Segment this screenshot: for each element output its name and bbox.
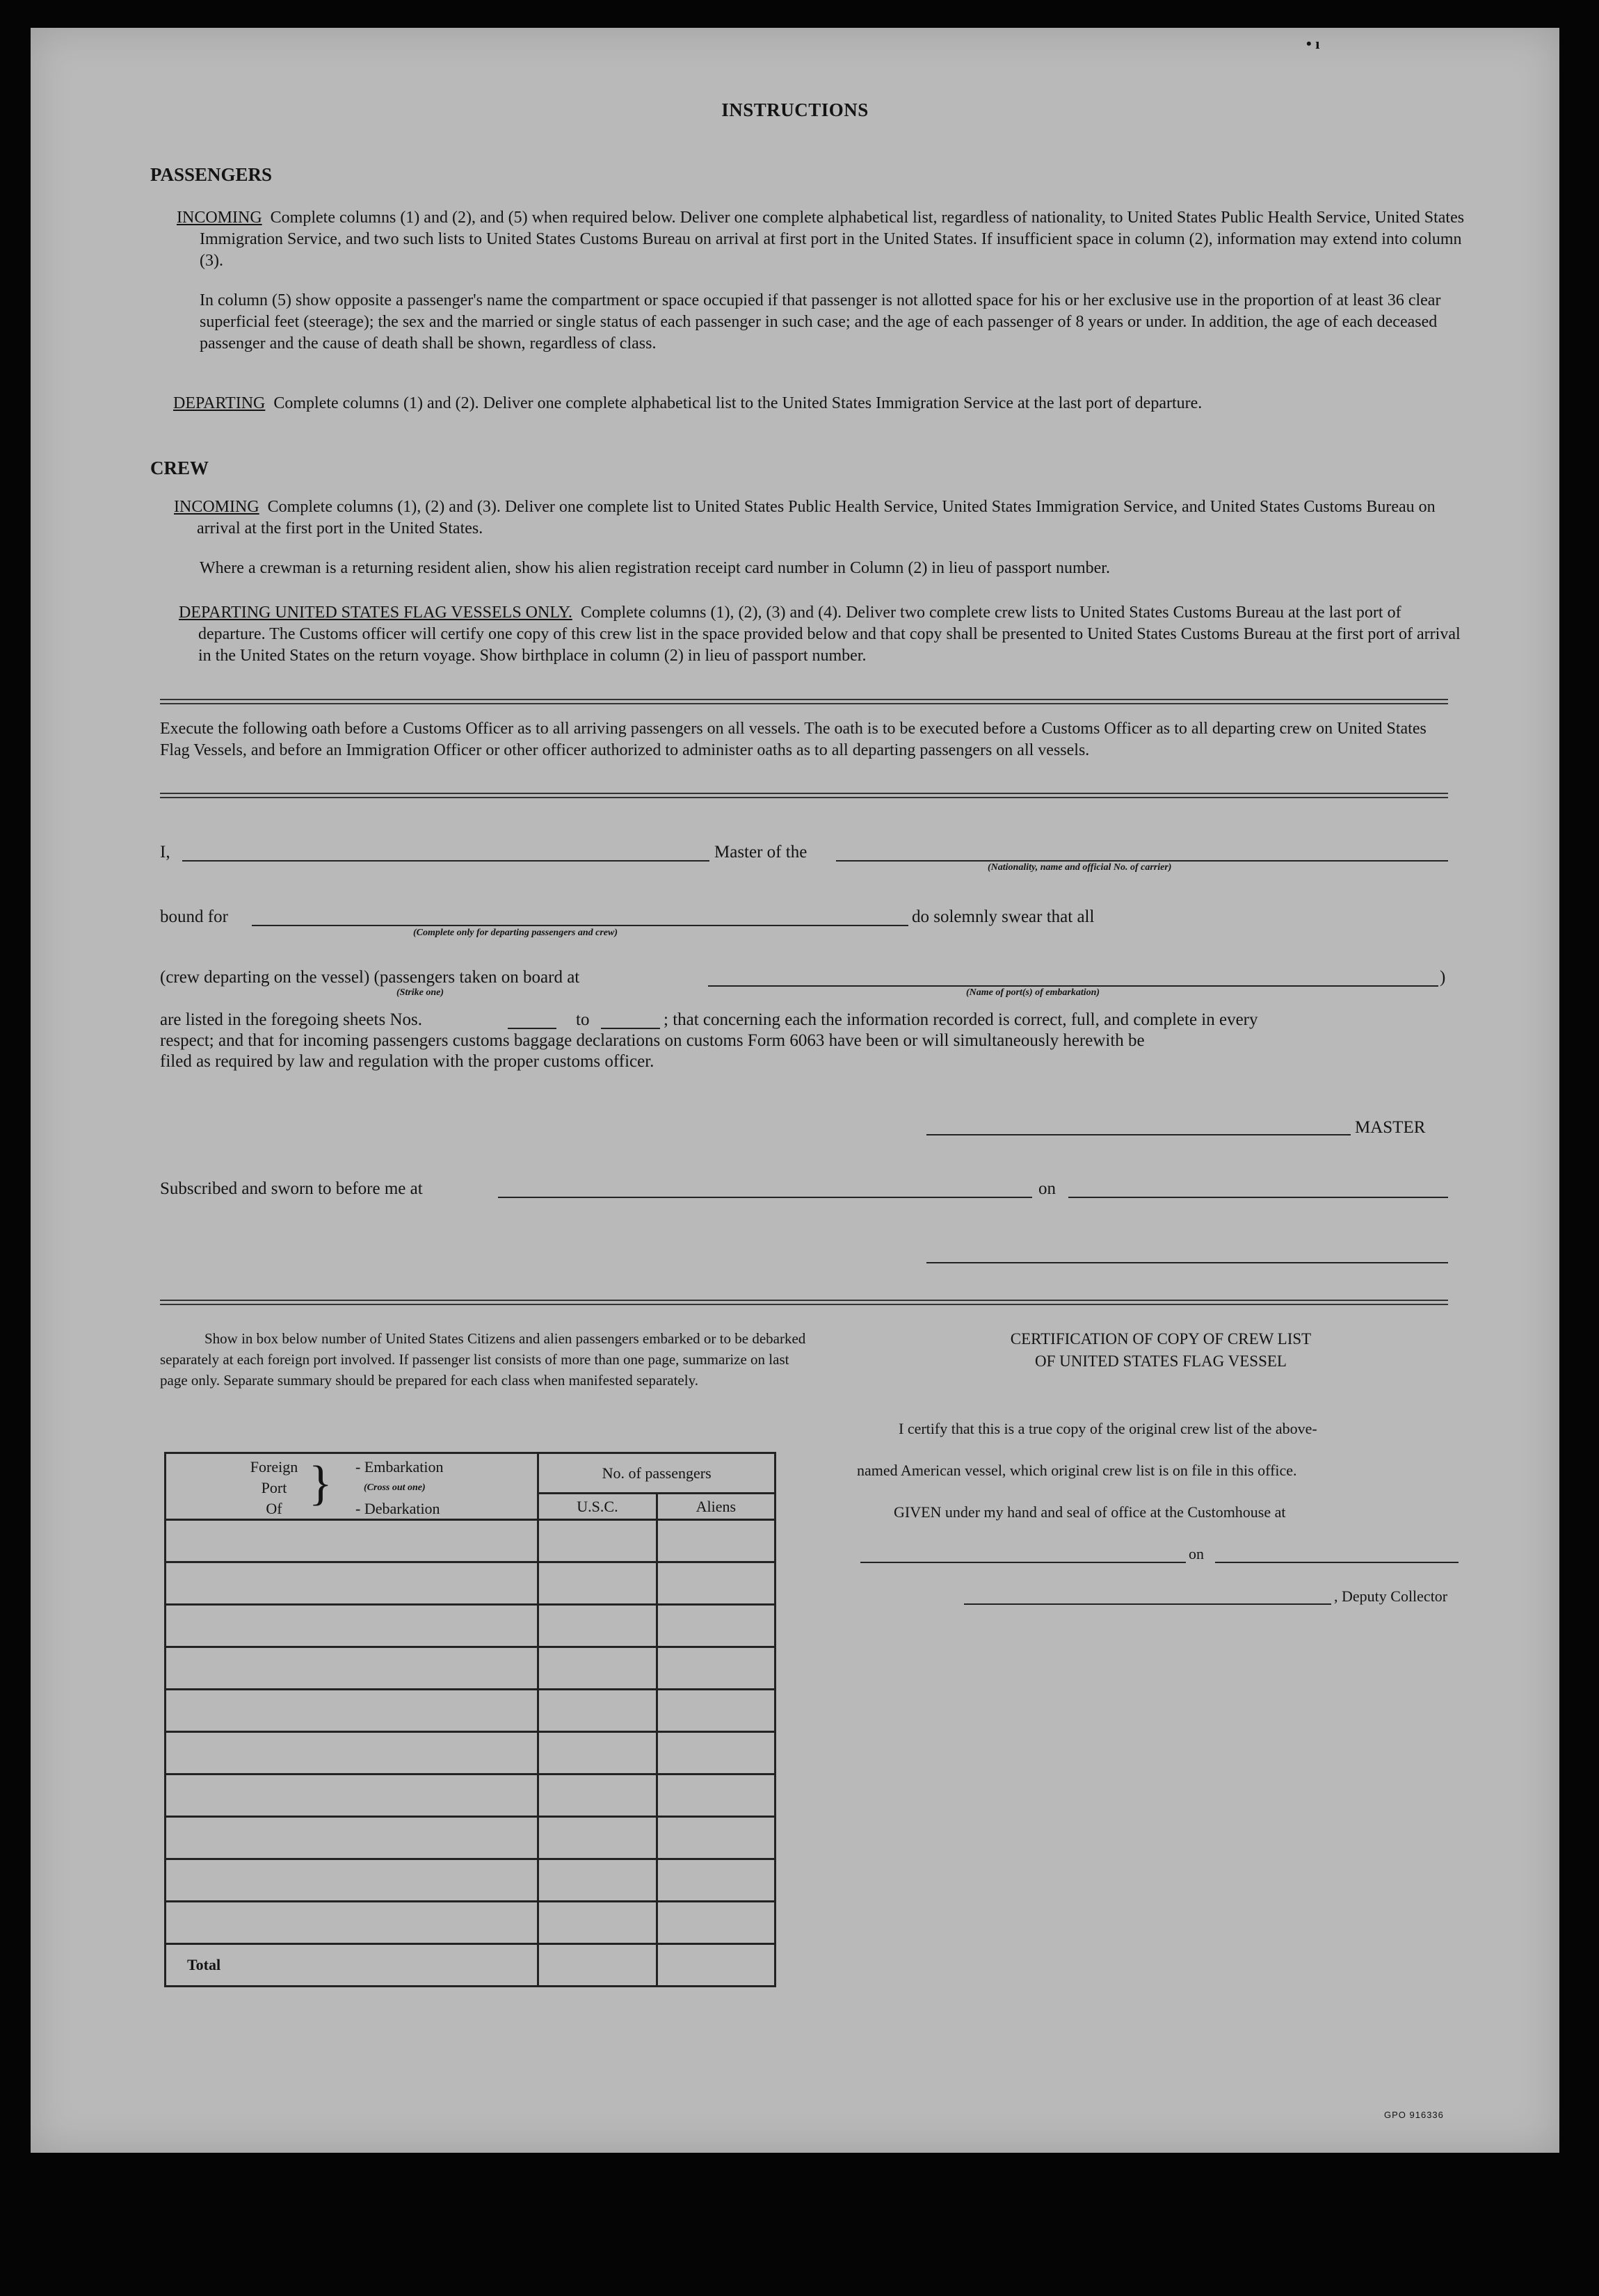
- usc-cell[interactable]: [538, 1817, 657, 1859]
- crew-resident-paragraph: Where a crewman is a returning resident alien, show his alien registration receipt card number in Column (2) in lieu of passport number.: [200, 559, 1110, 577]
- aliens-cell[interactable]: [657, 1647, 775, 1690]
- aliens-cell[interactable]: [657, 1690, 775, 1732]
- summary-instructions: Show in box below number of United States Citizens and alien passengers embarked or to be debarked separately at each foreign port involved. If passenger list consists of more than one page, summarize on last page only. Separate summary should be prepared for each class when manifested separately.: [160, 1330, 806, 1389]
- usc-cell[interactable]: [538, 1902, 657, 1944]
- sheet-to-field[interactable]: [601, 1028, 660, 1029]
- listed-text-to: to: [576, 1010, 590, 1029]
- usc-header: U.S.C.: [538, 1494, 657, 1520]
- complete-only-caption: (Complete only for departing passengers and crew): [413, 928, 618, 938]
- table-row: [166, 1859, 776, 1902]
- total-label: Total: [166, 1944, 538, 1987]
- deputy-collector-label: , Deputy Collector: [1334, 1587, 1448, 1605]
- passengers-departing-text: Complete columns (1) and (2). Deliver one complete alphabetical list to the United States Immigration Service at the last port of departure.: [273, 394, 1203, 412]
- table-row: [166, 1774, 776, 1817]
- divider-bottom: [160, 1300, 1448, 1305]
- usc-cell[interactable]: [538, 1690, 657, 1732]
- passengers-column5-paragraph: In column (5) show opposite a passenger's name the compartment or space occupied if that passenger is not allotted space for his or her exclusive use in the proportion of at least 36 clear superficial feet (steerage); the sex and the married or single status of each passenger in such case; and the age of each passenger of 8 years or under. In addition, the age of each deceased passenger and the cause of death shall be shown, regardless of class.: [200, 291, 1441, 353]
- sworn-place-field[interactable]: [498, 1197, 1032, 1198]
- listed-text-a: are listed in the foregoing sheets Nos.: [160, 1010, 422, 1029]
- port-embarkation-field[interactable]: [708, 985, 1438, 987]
- crew-incoming-label: INCOMING: [174, 498, 259, 516]
- passengers-departing-paragraph: [173, 393, 1472, 414]
- crew-incoming-paragraph: [174, 496, 1472, 540]
- divider-top: [160, 699, 1448, 704]
- crew-departing-label: (crew departing on the vessel) (passengers taken on board at: [160, 968, 580, 987]
- port-cell[interactable]: [166, 1647, 538, 1690]
- usc-cell[interactable]: [538, 1647, 657, 1690]
- usc-cell[interactable]: [538, 1859, 657, 1902]
- port-cell[interactable]: [166, 1690, 538, 1732]
- port-cell[interactable]: [166, 1605, 538, 1647]
- certification-date-field[interactable]: [1215, 1562, 1459, 1563]
- cross-out-caption: (Cross out one): [364, 1482, 426, 1493]
- table-row: [166, 1690, 776, 1732]
- usc-cell[interactable]: [538, 1562, 657, 1605]
- aliens-cell[interactable]: [657, 1774, 775, 1817]
- port-cell[interactable]: [166, 1520, 538, 1562]
- aliens-cell[interactable]: [657, 1859, 775, 1902]
- sworn-on-label: on: [1038, 1179, 1056, 1198]
- certification-line1: I certify that this is a true copy of the original crew list of the above-: [899, 1420, 1317, 1437]
- oath-i-label: I,: [160, 843, 170, 862]
- bound-for-field[interactable]: [252, 925, 908, 926]
- usc-cell[interactable]: [538, 1605, 657, 1647]
- of-label: Of: [266, 1500, 282, 1517]
- passengers-incoming-text: Complete columns (1) and (2), and (5) when required below. Deliver one complete alphabetical list, regardless of nationality, to United States Public Health Service, United States Immigration Service, and two such lists to United States Customs Bureau on arrival at first port in the United States. If insufficient space in column (2), information may extend into column (3).: [200, 209, 1465, 270]
- swear-label: do solemnly swear that all: [912, 907, 1095, 926]
- foreign-port-header: [166, 1453, 538, 1520]
- corner-marks: • ı: [1306, 35, 1320, 52]
- master-of-the-label: Master of the: [714, 843, 807, 862]
- aliens-cell[interactable]: [657, 1817, 775, 1859]
- certification-title-2: OF UNITED STATES FLAG VESSEL: [1035, 1352, 1287, 1370]
- port-cell[interactable]: [166, 1902, 538, 1944]
- nationality-caption: (Nationality, name and official No. of carrier): [988, 862, 1172, 873]
- table-header-row: [166, 1453, 776, 1494]
- divider-oath: [160, 793, 1448, 798]
- embarkation-label: - Embarkation: [355, 1458, 444, 1476]
- table-row: [166, 1647, 776, 1690]
- master-name-field[interactable]: [182, 860, 709, 862]
- total-usc-cell[interactable]: [538, 1944, 657, 1987]
- usc-cell[interactable]: [538, 1774, 657, 1817]
- oath-intro: Execute the following oath before a Customs Officer as to all arriving passengers on all vessels. The oath is to be executed before a Customs Officer as to all departing crew on United States Flag Vessels, and before an Immigration Officer or other officer authorized to administer oaths as to all departing passengers on all vessels.: [160, 720, 1427, 759]
- passengers-heading: PASSENGERS: [150, 164, 273, 185]
- listed-text-line3: filed as required by law and regulation with the proper customs officer.: [160, 1052, 654, 1071]
- aliens-cell[interactable]: [657, 1520, 775, 1562]
- table-row: [166, 1605, 776, 1647]
- passengers-incoming-label: INCOMING: [177, 209, 262, 227]
- aliens-cell[interactable]: [657, 1732, 775, 1774]
- listed-text-b: ; that concerning each the information recorded is correct, full, and complete in every: [664, 1010, 1258, 1029]
- port-label: Port: [261, 1479, 287, 1496]
- port-caption: (Name of port(s) of embarkation): [966, 987, 1100, 998]
- table-row: [166, 1902, 776, 1944]
- usc-cell[interactable]: [538, 1732, 657, 1774]
- crew-departing-label: DEPARTING UNITED STATES FLAG VESSELS ONLY.: [179, 604, 572, 622]
- instructions-title: INSTRUCTIONS: [721, 99, 869, 120]
- master-label: MASTER: [1355, 1118, 1426, 1137]
- footer-code: GPO 916336: [1384, 2110, 1444, 2120]
- debarkation-label: - Debarkation: [355, 1500, 440, 1517]
- table-row: [166, 1520, 776, 1562]
- bound-for-label: bound for: [160, 907, 228, 926]
- strike-one-caption: (Strike one): [396, 987, 444, 998]
- master-signature-field[interactable]: [926, 1134, 1351, 1135]
- port-cell[interactable]: [166, 1817, 538, 1859]
- vessel-field[interactable]: [836, 860, 1448, 862]
- port-cell[interactable]: [166, 1859, 538, 1902]
- brace-icon: }: [309, 1457, 332, 1510]
- certification-title-1: CERTIFICATION OF COPY OF CREW LIST: [1010, 1330, 1312, 1348]
- table-row: [166, 1732, 776, 1774]
- no-of-passengers-header: No. of passengers: [538, 1453, 776, 1494]
- crew-departing-paragraph: [179, 602, 1469, 667]
- sheet-from-field[interactable]: [508, 1028, 556, 1029]
- officer-signature-field[interactable]: [926, 1262, 1448, 1263]
- subscribed-label: Subscribed and sworn to before me at: [160, 1179, 423, 1198]
- passengers-departing-label: DEPARTING: [173, 394, 266, 412]
- certification-line3: GIVEN under my hand and seal of office at the Customhouse at: [894, 1503, 1286, 1521]
- passenger-summary-table: [164, 1452, 776, 1987]
- total-row: [166, 1944, 776, 1987]
- usc-cell[interactable]: [538, 1520, 657, 1562]
- crew-departing-text: Complete columns (1), (2), (3) and (4). Deliver two complete crew lists to United States Customs Bureau at the last port of departure. The Customs officer will certify one copy of this crew list in the space provided below and that copy shall be presented to United States Customs Bureau at the first port of arrival in the United States on the return voyage. Show birthplace in column (2) in lieu of passport number.: [198, 604, 1461, 665]
- deputy-signature-field[interactable]: [964, 1603, 1331, 1605]
- table-row: [166, 1817, 776, 1859]
- crew-incoming-text: Complete columns (1), (2) and (3). Deliver one complete list to United States Public Health Service, United States Immigration Service, and United States Customs Bureau on arrival at the first port in the United States.: [197, 498, 1436, 537]
- aliens-cell[interactable]: [657, 1562, 775, 1605]
- foreign-label: Foreign: [250, 1458, 298, 1476]
- customhouse-field[interactable]: [860, 1562, 1186, 1563]
- port-cell[interactable]: [166, 1732, 538, 1774]
- port-cell[interactable]: [166, 1562, 538, 1605]
- table-row: [166, 1562, 776, 1605]
- total-aliens-cell[interactable]: [657, 1944, 775, 1987]
- aliens-header: Aliens: [657, 1494, 775, 1520]
- listed-text-line2: respect; and that for incoming passengers customs baggage declarations on customs Form 6063 have been or will simultaneously herewith be: [160, 1031, 1145, 1050]
- port-cell[interactable]: [166, 1774, 538, 1817]
- sworn-date-field[interactable]: [1068, 1197, 1448, 1198]
- passengers-incoming-paragraph: [177, 207, 1472, 272]
- aliens-cell[interactable]: [657, 1902, 775, 1944]
- certification-line2: named American vessel, which original crew list is on file in this office.: [857, 1462, 1297, 1479]
- aliens-cell[interactable]: [657, 1605, 775, 1647]
- certification-on-label: on: [1189, 1545, 1204, 1562]
- crew-heading: CREW: [150, 458, 209, 478]
- close-paren: ): [1440, 968, 1446, 987]
